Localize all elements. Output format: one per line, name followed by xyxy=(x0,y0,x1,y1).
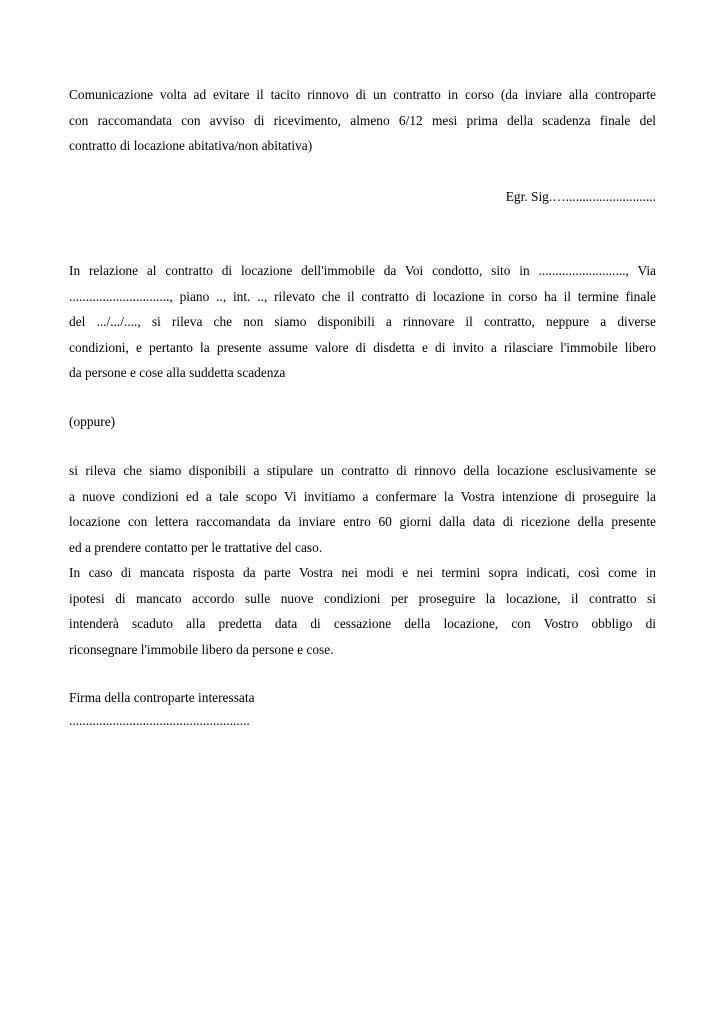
body2-line: locazione con lettera raccomandata da inviare entro 60 giorni dalla data di ricezione della presente xyxy=(69,514,656,529)
intro-line: contratto di locazione abitativa/non abitativa) xyxy=(69,138,313,153)
body1-line: .............................., piano .., int. .., rilevato che il contratto di locazione in corso ha il termine finale xyxy=(69,288,656,304)
body2-line: ed a prendere contatto per le trattative del caso. xyxy=(69,539,323,555)
body1-line: In relazione al contratto di locazione dell'immobile da Voi condotto, sito in .........................., Via xyxy=(69,263,656,278)
body-paragraph-2 xyxy=(69,458,656,662)
body2-line: riconsegnare l'immobile libero da persone e cose. xyxy=(69,641,334,657)
body1-line: del .../.../...., si rileva che non siamo disponibili a rinnovare il contratto, neppure a diverse xyxy=(69,314,656,329)
body1-line: da persone e cose alla suddetta scadenza xyxy=(69,365,286,380)
addressee xyxy=(69,184,656,210)
addressee-text: Egr. Sig.…........................... xyxy=(505,189,656,204)
intro-line: con raccomandata con avviso di ricevimento, almeno 6/12 mesi prima della scadenza finale del xyxy=(69,112,656,128)
signature-line: ...................................................... xyxy=(69,713,250,728)
body1-line: condizioni, e pertanto la presente assume valore di disdetta e di invito a rilasciare l'immobile libero xyxy=(69,339,656,355)
alternative-marker: (oppure) xyxy=(69,414,116,429)
body2-line: intenderà scaduto alla predetta data di cessazione della locazione, con Vostro obbligo di xyxy=(69,616,656,631)
body2-line: In caso di mancata risposta da parte Vostra nei modi e nei termini sopra indicati, così come in xyxy=(69,565,656,580)
intro-line: Comunicazione volta ad evitare il tacito rinnovo di un contratto in corso (da inviare alla controparte xyxy=(69,87,656,102)
body2-line: ipotesi di mancato accordo sulle nuove condizioni per proseguire la locazione, il contratto si xyxy=(69,590,656,606)
body2-line: si rileva che siamo disponibili a stipulare un contratto di rinnovo della locazione esclusivamente se xyxy=(69,463,656,478)
intro-paragraph xyxy=(69,82,656,159)
signature-label: Firma della controparte interessata xyxy=(69,690,255,705)
body2-line: a nuove condizioni ed a tale scopo Vi invitiamo a confermare la Vostra intenzione di proseguire la xyxy=(69,488,656,504)
body-paragraph-1 xyxy=(69,258,656,386)
